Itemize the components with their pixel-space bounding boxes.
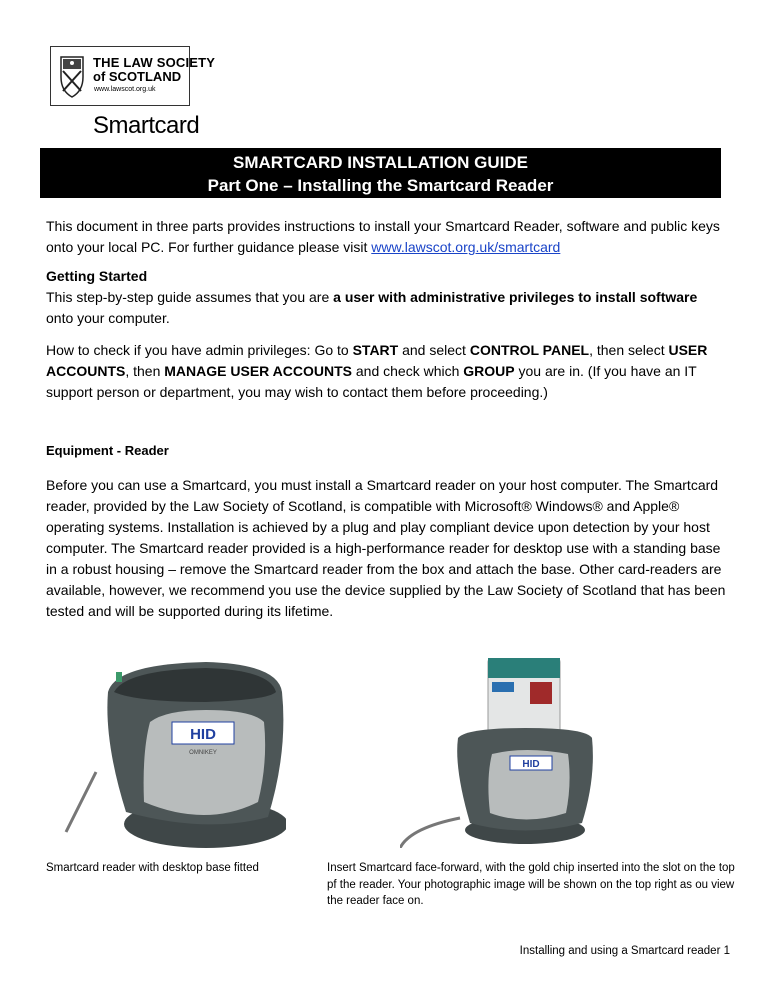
reader2-brand-label: HID [522,759,540,770]
caption-left: Smartcard reader with desktop base fitted [46,862,259,874]
logo-title: THE LAW SOCIETY [93,55,216,70]
banner-subtitle: Part One – Installing the Smartcard Reader [207,176,554,195]
admin-group: GROUP [463,363,515,379]
intro-paragraph [46,216,726,258]
getting-started-bold: a user with administrative privileges to install software [333,289,698,305]
admin-start: START [352,342,399,358]
intro-text: This document in three parts provides instructions to install your Smartcard Reader, software and public keys onto your local PC. For further guidance please visit [46,218,720,255]
getting-started-text [46,287,726,329]
admin-text-1: How to check if you have admin privileges: Go to [46,342,353,358]
smartcard-link[interactable]: www.lawscot.org.uk/smartcard [371,239,561,255]
crest-icon [57,53,87,99]
admin-text-6: you are in. (If you have an IT support person or department, you may wish to contact them before proceeding.) [46,363,697,400]
banner-title: SMARTCARD INSTALLATION GUIDE [233,153,528,172]
logo-url: www.lawscot.org.uk [94,86,156,93]
reader-brand-label: HID [190,726,216,743]
admin-text-3: , then select [589,342,669,358]
getting-started-heading: Getting Started [46,268,148,284]
admin-text-5: and check which [351,363,464,379]
reader-photo [56,652,286,852]
brand-title: Smartcard [93,112,200,139]
getting-started-section [46,266,726,329]
reader-sub-label: OMNIKEY [189,750,217,756]
admin-manage-user-accounts: MANAGE USER ACCOUNTS [164,363,352,379]
admin-control-panel: CONTROL PANEL [469,342,590,358]
admin-text-2: and select [398,342,470,358]
logo-subtitle: of SCOTLAND [93,69,182,84]
admin-user-accounts: USER ACCOUNTS [46,342,708,379]
law-society-logo [50,46,216,106]
caption-right: Insert Smartcard face-forward, with the gold chip inserted into the slot on the top pf the reader. Your photographic image will be shown on the top right as ou view the reader face on. [327,862,735,907]
page-footer: Installing and using a Smartcard reader 1 [519,945,730,957]
getting-started-text-b: onto your computer. [46,310,170,326]
equipment-text: Before you can use a Smartcard, you must install a Smartcard reader on your host computer. The Smartcard reader, provided by the Law Society of Scotland, is compatible with Microsoft® Windows® and Apple® operating systems. Installation is achieved by a plug and play compliant device upon detection by your host computer. The Smartcard reader provided is a high-performance reader for desktop use with a standing base in a robust housing – remove the Smartcard reader from the box and attach the base. Other card-readers are available, however, we recommend you use the device supplied by the Law Society of Scotland that has been tested and will be supported during its lifetime. [46,477,726,619]
equipment-heading: Equipment - Reader [46,443,169,458]
title-banner [40,148,721,198]
reader-with-card-photo [400,658,600,848]
admin-text-4: , then [125,363,165,379]
equipment-section [46,440,726,622]
getting-started-text-a: This step-by-step guide assumes that you are [46,289,334,305]
admin-check-paragraph [46,340,726,403]
